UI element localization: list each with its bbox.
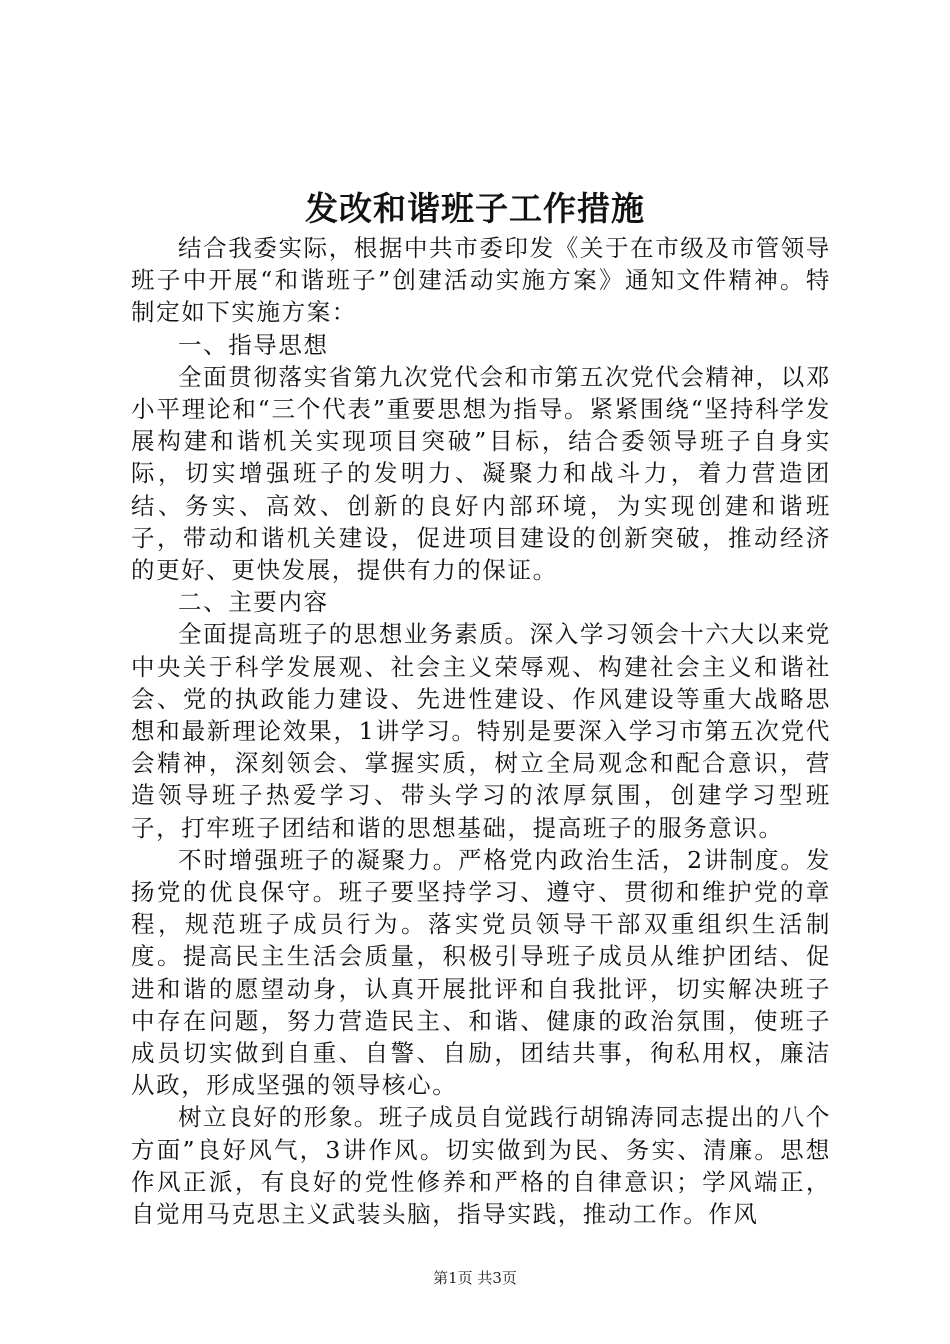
paragraph-image: 树立良好的形象。班子成员自觉践行胡锦涛同志提出的八个方面”良好风气，3讲作风。切实做到为民、务实、清廉。思想作风正派，有良好的党性修养和严格的自律意识；学风端正，自觉用马克思主义武装头脑，指导实践，推动工作。作风 [131,1103,831,1229]
document-title: 发改和谐班子工作措施 [305,189,645,228]
section-heading-main-content: 二、主要内容 [178,588,329,617]
paragraph-study: 全面提高班子的思想业务素质。深入学习领会十六大以来党中央关于科学发展观、社会主义荣辱观、构建社会主义和谐社会、党的执政能力建设、先进性建设、作风建设等重大战略思想和最新理论效果，1讲学习。特别是要深入学习市第五次党代会精神，深刻领会、掌握实质，树立全局观念和配合意识，营造领导班子热爱学习、带头学习的浓厚氛围，创建学习型班子，打牢班子团结和谐的思想基础，提高班子的服务意识。 [131,620,831,842]
section-heading-guiding-ideology: 一、指导思想 [178,330,329,359]
paragraph-intro: 结合我委实际，根据中共市委印发《关于在市级及市管领导班子中开展“和谐班子”创建活动实施方案》通知文件精神。特制定如下实施方案： [131,234,831,327]
document-body [131,232,831,1230]
paragraph-guiding-ideology: 全面贯彻落实省第九次党代会和市第五次党代会精神，以邓小平理论和“三个代表”重要思想为指导。紧紧围绕“坚持科学发展构建和谐机关实现项目突破”目标，结合委领导班子自身实际，切实增强班子的发明力、凝聚力和战斗力，着力营造团结、务实、高效、创新的良好内部环境，为实现创建和谐班子，带动和谐机关建设，促进项目建设的创新突破，推动经济的更好、更快发展，提供有力的保证。 [131,362,831,585]
paragraph-cohesion: 不时增强班子的凝聚力。严格党内政治生活，2讲制度。发扬党的优良保守。班子要坚持学习、遵守、贯彻和维护党的章程，规范班子成员行为。落实党员领导干部双重组织生活制度。提高民主生活会质量，积极引导班子成员从维护团结、促进和谐的愿望动身，认真开展批评和自我批评，切实解决班子中存在问题，努力营造民主、和谐、健康的政治氛围，使班子成员切实做到自重、自警、自励，团结共事，徇私用权，廉洁从政，形成坚强的领导核心。 [131,845,831,1100]
page-footer: 第1页 共3页 [433,1269,517,1287]
